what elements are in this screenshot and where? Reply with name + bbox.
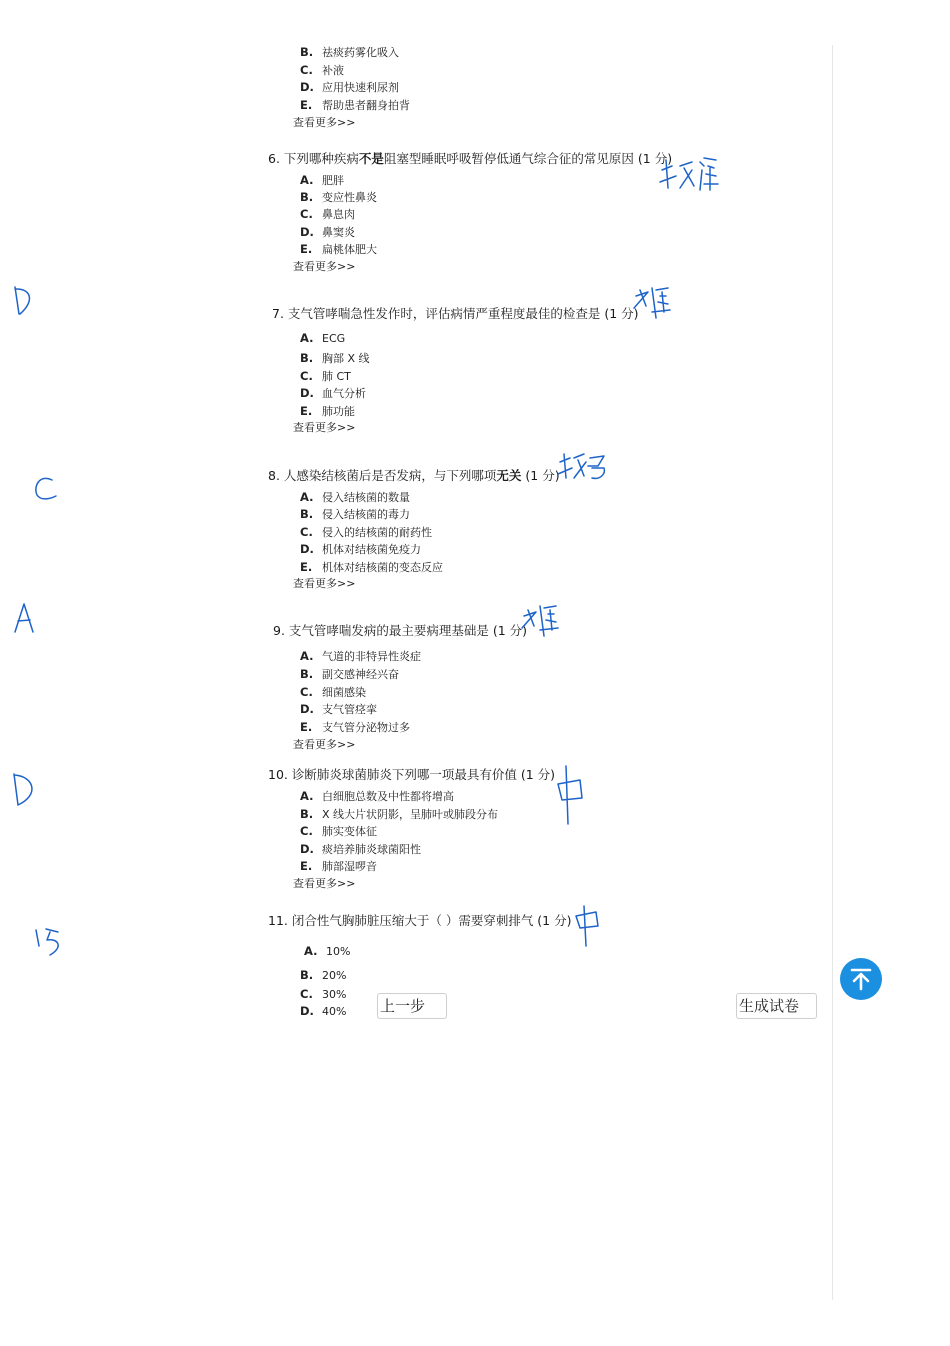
handwritten-d-mark [15, 287, 29, 314]
handwritten-difficulty-note-q10 [558, 766, 582, 824]
generate-paper-button[interactable]: 生成试卷 [736, 993, 817, 1019]
q6-option-e[interactable]: E. 扁桃体肥大 [300, 242, 377, 256]
q5-option-b[interactable]: B. 祛痰药雾化吸入 [300, 45, 399, 59]
q10-option-a[interactable]: A. 白细胞总数及中性都将增高 [300, 789, 454, 803]
q11-option-a[interactable]: A. 10% [304, 944, 351, 958]
back-to-top-button[interactable] [840, 958, 882, 1000]
handwritten-d-mark-2 [14, 774, 32, 805]
q5-option-e[interactable]: E. 帮助患者翻身拍背 [300, 98, 410, 112]
q8-option-b[interactable]: B. 侵入结核菌的毒力 [300, 507, 410, 521]
q9-option-c[interactable]: C. 细菌感染 [300, 685, 366, 699]
handwritten-a-mark [15, 604, 33, 632]
content-divider [832, 45, 833, 1300]
q7-option-d[interactable]: D. 血气分析 [300, 386, 366, 400]
q10-option-c[interactable]: C. 肺实变体征 [300, 824, 377, 838]
q8-option-a[interactable]: A. 侵入结核菌的数量 [300, 490, 410, 504]
q7-option-b[interactable]: B. 胸部 X 线 [300, 351, 370, 365]
handwritten-difficulty-note-q11 [576, 906, 598, 946]
q8-title: 8. 人感染结核菌后是否发病，与下列哪项无关 (1 分) [268, 468, 560, 483]
q10-view-more-link[interactable]: 查看更多>> [293, 877, 356, 890]
q7-title: 7. 支气管哮喘急性发作时，评估病情严重程度最佳的检查是 (1 分) [272, 306, 639, 321]
q9-option-a[interactable]: A. 气道的非特异性炎症 [300, 649, 421, 663]
handwritten-difficulty-note-q9 [522, 606, 558, 636]
prev-step-button[interactable]: 上一步 [377, 993, 447, 1019]
handwritten-difficulty-note-q8 [558, 454, 604, 478]
q11-option-d[interactable]: D. 40% [300, 1004, 347, 1018]
q11-title: 11. 闭合性气胸肺脏压缩大于（ ）需要穿刺排气 (1 分) [268, 913, 572, 928]
arrow-up-to-top-icon [840, 958, 882, 1000]
q8-view-more-link[interactable]: 查看更多>> [293, 577, 356, 590]
q11-option-c[interactable]: C. 30% [300, 987, 347, 1001]
q10-option-b[interactable]: B. X 线大片状阴影，呈肺叶或肺段分布 [300, 807, 499, 821]
q7-option-e[interactable]: E. 肺功能 [300, 404, 355, 418]
q10-option-e[interactable]: E. 肺部湿啰音 [300, 859, 377, 873]
q9-option-b[interactable]: B. 副交感神经兴奋 [300, 667, 399, 681]
q11-option-b[interactable]: B. 20% [300, 968, 347, 982]
q7-option-a[interactable]: A. ECG [300, 331, 346, 345]
q6-option-b[interactable]: B. 变应性鼻炎 [300, 190, 377, 204]
q9-title: 9. 支气管哮喘发病的最主要病理基础是 (1 分) [273, 623, 528, 638]
q8-option-e[interactable]: E. 机体对结核菌的变态反应 [300, 560, 443, 574]
handwritten-c-mark [36, 478, 56, 499]
handwritten-15-mark [36, 929, 58, 955]
handwritten-difficulty-note-q7 [634, 288, 670, 318]
q5-option-c[interactable]: C. 补液 [300, 63, 344, 77]
q6-option-a[interactable]: A. 肥胖 [300, 173, 344, 187]
q9-option-d[interactable]: D. 支气管痉挛 [300, 702, 377, 716]
q7-option-c[interactable]: C. 肺 CT [300, 369, 351, 383]
q9-view-more-link[interactable]: 查看更多>> [293, 738, 356, 751]
q6-title: 6. 下列哪种疾病不是阻塞型睡眠呼吸暂停低通气综合征的常见原因 (1 分) [268, 151, 673, 166]
q7-view-more-link[interactable]: 查看更多>> [293, 421, 356, 434]
q10-title: 10. 诊断肺炎球菌肺炎下列哪一项最具有价值 (1 分) [268, 767, 556, 782]
q8-option-d[interactable]: D. 机体对结核菌免疫力 [300, 542, 421, 556]
q6-option-c[interactable]: C. 鼻息肉 [300, 207, 355, 221]
q5-view-more-link[interactable]: 查看更多>> [293, 116, 356, 129]
q5-option-d[interactable]: D. 应用快速利尿剂 [300, 80, 399, 94]
q8-option-c[interactable]: C. 侵入的结核菌的耐药性 [300, 525, 432, 539]
q9-option-e[interactable]: E. 支气管分泌物过多 [300, 720, 410, 734]
q6-view-more-link[interactable]: 查看更多>> [293, 260, 356, 273]
q6-option-d[interactable]: D. 鼻窦炎 [300, 225, 355, 239]
q10-option-d[interactable]: D. 痰培养肺炎球菌阳性 [300, 842, 421, 856]
